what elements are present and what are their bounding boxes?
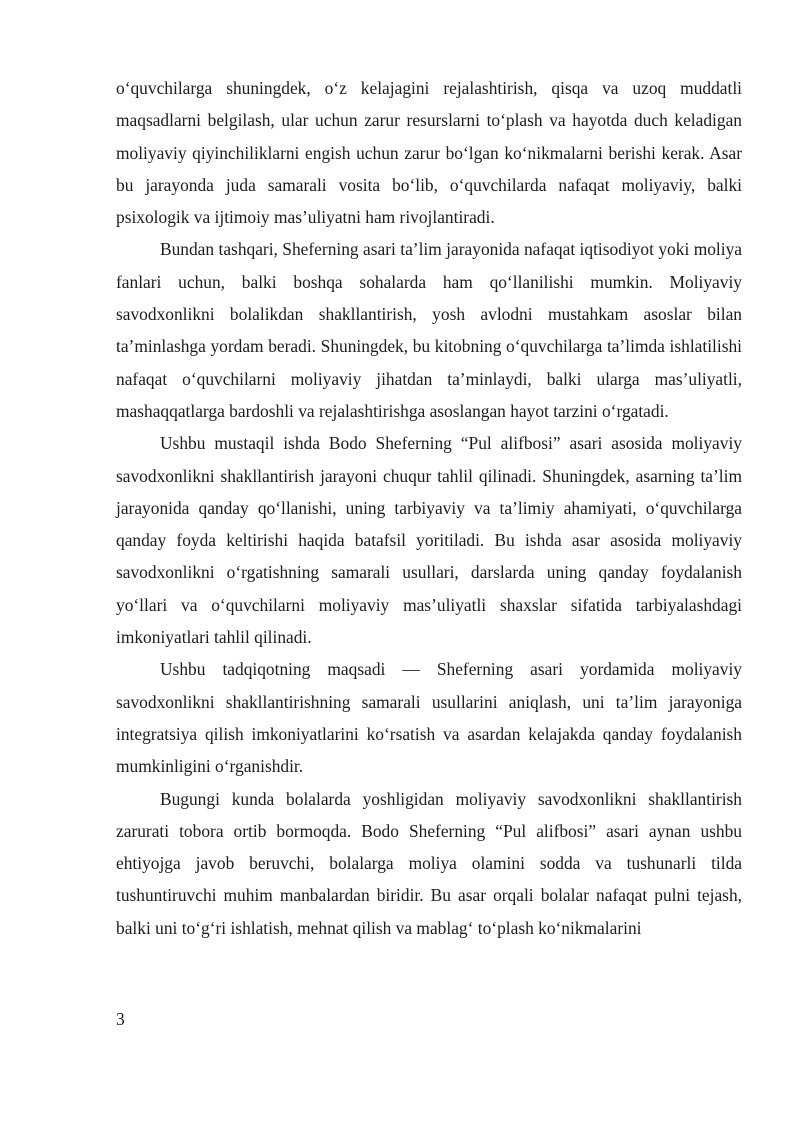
paragraph: o‘quvchilarga shuningdek, o‘z kelajagini rejalashtirish, qisqa va uzoq muddatli maqsadlarni belgilash, ular uchun zarur resurslarni to‘plash va hayotda duch keladigan moliyaviy qiyinchiliklarni engish uchun zarur bo‘lgan ko‘nikmalarni berishi kerak. Asar bu jarayonda juda samarali vosita bo‘lib, o‘quvchilarda nafaqat moliyaviy, balki psixologik va ijtimoiy mas’uliyatni ham rivojlantiradi.	[116, 78, 742, 228]
paragraph: Ushbu mustaqil ishda Bodo Sheferning “Pul alifbosi” asari asosida moliyaviy savodxonlikni shakllantirish jarayoni chuqur tahlil qilinadi. Shuningdek, asarning ta’lim jarayonida qanday qo‘llanishi, uning tarbiyaviy va ta’limiy ahamiyati, o‘quvchilarga qanday foyda keltirishi haqida batafsil yoritiladi. Bu ishda asar asosida moliyaviy savodxonlikni o‘rgatishning samarali usullari, darslarda uning qanday foydalanish yo‘llari va o‘quvchilarni moliyaviy mas’uliyatli shaxslar sifatida tarbiyalashdagi imkoniyatlari tahlil qilinadi.	[116, 433, 742, 648]
paragraph: Bundan tashqari, Sheferning asari ta’lim jarayonida nafaqat iqtisodiyot yoki moliya fanlari uchun, balki boshqa sohalarda ham qo‘llanilishi mumkin. Moliyaviy savodxonlikni bolalikdan shakllantirish, yosh avlodni mustahkam asoslar bilan ta’minlashga yordam beradi. Shuningdek, bu kitobning o‘quvchilarga ta’limda ishlatilishi nafaqat o‘quvchilarni moliyaviy jihatdan ta’minlaydi, balki ularga mas’uliyatli, mashaqqatlarga bardoshli va rejalashtirishga asoslangan hayot tarzini o‘rgatadi.	[116, 239, 742, 421]
paragraph: Ushbu tadqiqotning maqsadi — Sheferning asari yordamida moliyaviy savodxonlikni shakllantirishning samarali usullarini aniqlash, uni ta’lim jarayoniga integratsiya qilish imkoniyatlarini ko‘rsatish va asardan kelajakda qanday foydalanish mumkinligini o‘rganishdir.	[116, 659, 742, 777]
paragraph: Bugungi kunda bolalarda yoshligidan moliyaviy savodxonlikni shakllantirish zarurati tobora ortib bormoqda. Bodo Sheferning “Pul alifbosi” asari aynan ushbu ehtiyojga javob beruvchi, bolalarga moliya olamini sodda va tushunarli tilda tushuntiruvchi muhim manbalardan biridir. Bu asar orqali bolalar nafaqat pulni tejash, balki uni to‘g‘ri ishlatish, mehnat qilish va mablag‘ to‘plash ko‘nikmalarini	[116, 788, 742, 938]
page-number: 3	[116, 1009, 125, 1029]
body-text	[116, 72, 742, 944]
